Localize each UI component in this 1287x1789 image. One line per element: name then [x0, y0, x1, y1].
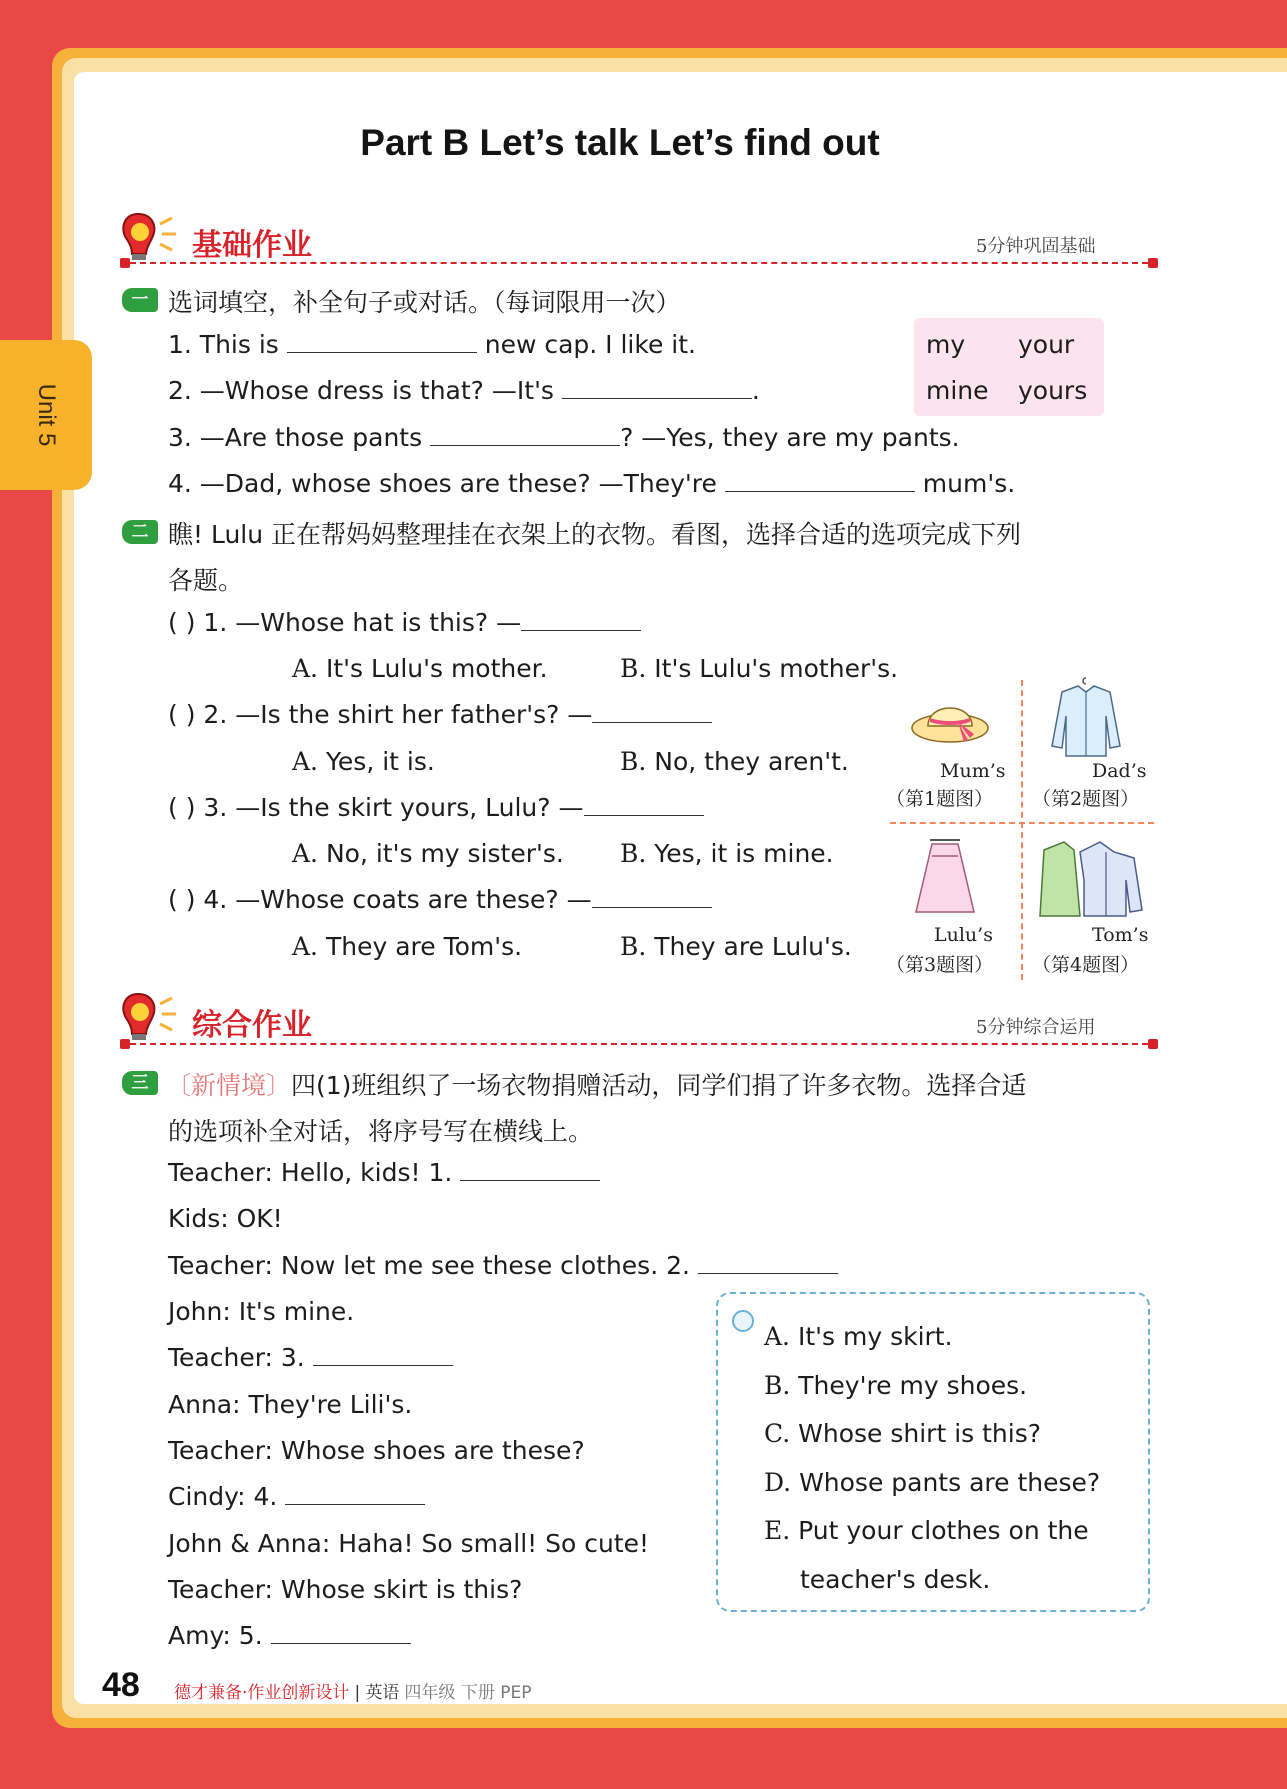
dialogue-line: Teacher: Whose skirt is this?: [168, 1575, 523, 1604]
dialogue-text: Teacher: Hello, kids! 1.: [168, 1158, 453, 1187]
answer-blank: [592, 700, 712, 723]
dialogue-text: Cindy: 4.: [168, 1482, 278, 1511]
dialogue-line: Teacher: Whose shoes are these?: [168, 1436, 585, 1465]
answer-blank[interactable]: [460, 1158, 600, 1181]
option-text: No, they aren't.: [654, 747, 849, 776]
question-text: ? —Yes, they are my pants.: [620, 423, 960, 452]
option-letter: B.: [620, 839, 647, 868]
picture-caption: （第1题图）: [886, 788, 994, 810]
fill-question-4: [168, 469, 1015, 498]
instruction-text: 四(1)班组织了一场衣物捐赠活动，同学们捐了许多衣物。选择合适: [291, 1071, 1027, 1100]
picture-owner: Mum’s: [940, 760, 1006, 782]
question-text: 3. —Are those pants: [168, 423, 423, 452]
page-title: Part B Let’s talk Let’s find out: [360, 122, 880, 163]
option-text: It's Lulu's mother.: [325, 654, 548, 683]
option-text: Put your clothes on the: [798, 1516, 1089, 1545]
section-note-comprehensive: 5分钟综合运用: [976, 1017, 1096, 1038]
option-item: [764, 1371, 1027, 1400]
dialogue-line: Anna: They're Lili's.: [168, 1390, 413, 1419]
option-letter: A.: [292, 932, 319, 961]
picture-owner: Tom’s: [1092, 924, 1149, 946]
option-text: Whose shirt is this?: [798, 1419, 1041, 1448]
word-bank-item: my: [926, 330, 966, 359]
option-letter: B.: [620, 654, 647, 683]
answer-blank[interactable]: [313, 1343, 453, 1366]
exercise-instruction: 的选项补全对话，将序号写在横线上。: [168, 1117, 594, 1146]
answer-blank[interactable]: [430, 423, 620, 446]
dialogue-line: John & Anna: Haha! So small! So cute!: [168, 1529, 650, 1558]
option-a[interactable]: [292, 747, 435, 776]
choice-question-1: [168, 608, 641, 637]
new-context-tag: 〔新情境〕: [166, 1071, 292, 1100]
option-b[interactable]: [620, 932, 852, 961]
word-bank-item: yours: [1018, 376, 1088, 405]
section-divider-basic: [120, 262, 1158, 264]
dialogue-line: Kids: OK!: [168, 1204, 283, 1233]
option-letter: A.: [292, 747, 319, 776]
question-text: 2. —Whose dress is that? —It's: [168, 376, 554, 405]
picture-grid-divider: [1021, 680, 1023, 980]
answer-blank[interactable]: [271, 1621, 411, 1644]
answer-blank[interactable]: [725, 469, 915, 492]
option-letter: C.: [764, 1419, 791, 1448]
option-text: They're my shoes.: [798, 1371, 1028, 1400]
fill-question-3: [168, 423, 960, 452]
answer-paren[interactable]: ( ): [168, 885, 196, 914]
skirt-icon: [908, 834, 982, 918]
dialogue-line: [168, 1343, 453, 1372]
dialogue-line: [168, 1251, 838, 1280]
option-item-continued: teacher's desk.: [800, 1565, 991, 1594]
question-text: 3. —Is the skirt yours, Lulu? —: [203, 793, 584, 822]
option-letter: A.: [292, 839, 319, 868]
picture-caption: （第3题图）: [886, 954, 994, 976]
exercise-instruction: 各题。: [168, 566, 244, 595]
answer-blank[interactable]: [287, 330, 477, 353]
fill-question-1: [168, 330, 696, 359]
option-text: It's Lulu's mother's.: [654, 654, 899, 683]
subject-name: 英语: [365, 1683, 400, 1703]
question-text: 1. —Whose hat is this? —: [203, 608, 522, 637]
answer-blank: [592, 885, 712, 908]
option-text: They are Lulu's.: [654, 932, 852, 961]
option-a[interactable]: [292, 932, 522, 961]
option-b[interactable]: [620, 747, 849, 776]
dialogue-text: Teacher: Now let me see these clothes. 2.: [168, 1251, 690, 1280]
option-b[interactable]: [620, 839, 834, 868]
option-letter: A.: [764, 1322, 791, 1351]
circle-icon: [732, 1310, 754, 1332]
option-text: Whose pants are these?: [799, 1468, 1101, 1497]
answer-paren[interactable]: ( ): [168, 608, 196, 637]
option-b[interactable]: [620, 654, 898, 683]
dialogue-line: John: It's mine.: [168, 1297, 355, 1326]
picture-grid-divider: [890, 822, 1154, 824]
choice-question-3: [168, 793, 704, 822]
question-text: 4. —Whose coats are these? —: [203, 885, 592, 914]
option-letter: A.: [292, 654, 319, 683]
exercise-instruction: 选词填空，补全句子或对话。（每词限用一次）: [168, 288, 681, 317]
dialogue-line: [168, 1621, 411, 1650]
option-letter: D.: [764, 1468, 792, 1497]
question-text: 2. —Is the shirt her father's? —: [203, 700, 593, 729]
question-text: .: [751, 376, 760, 405]
unit-tab: [0, 340, 92, 490]
option-text: They are Tom's.: [325, 932, 523, 961]
option-text: It's my skirt.: [797, 1322, 953, 1351]
option-text: Yes, it is.: [325, 747, 435, 776]
exercise-instruction: 瞧! Lulu 正在帮妈妈整理挂在衣架上的衣物。看图，选择合适的选项完成下列: [168, 520, 1022, 549]
picture-caption: （第2题图）: [1032, 788, 1140, 810]
question-text: new cap. I like it.: [484, 330, 696, 359]
exercise-number-badge: 一: [122, 288, 158, 312]
picture-caption: （第4题图）: [1032, 954, 1140, 976]
answer-blank: [521, 608, 641, 631]
footer-info: [174, 1678, 531, 1703]
option-letter: B.: [764, 1371, 791, 1400]
choice-question-4: [168, 885, 712, 914]
choice-question-2: [168, 700, 712, 729]
lightbulb-icon: [118, 210, 178, 262]
exercise-instruction: [166, 1066, 1026, 1102]
answer-blank[interactable]: [698, 1251, 838, 1274]
option-item: [764, 1468, 1100, 1497]
answer-paren[interactable]: ( ): [168, 793, 196, 822]
dialogue-line: [168, 1158, 600, 1187]
series-name: 德才兼备·作业创新设计: [174, 1683, 350, 1703]
answer-blank[interactable]: [285, 1482, 425, 1505]
option-a[interactable]: [292, 839, 564, 868]
shirt-icon: [1048, 676, 1124, 760]
word-bank-item: mine: [926, 376, 989, 405]
answer-blank[interactable]: [562, 376, 752, 399]
picture-owner: Lulu’s: [934, 924, 993, 946]
exercise-number-badge: 三: [122, 1071, 158, 1095]
section-divider-comprehensive: [120, 1043, 1158, 1045]
lightbulb-icon: [118, 990, 178, 1042]
unit-tab-label: Unit 5: [33, 383, 60, 447]
answer-blank: [584, 793, 704, 816]
option-letter: B.: [620, 932, 647, 961]
answer-paren[interactable]: ( ): [168, 700, 196, 729]
footer-separator: |: [354, 1683, 361, 1703]
option-item: [764, 1322, 953, 1351]
section-title-comprehensive: 综合作业: [192, 1008, 312, 1043]
dialogue-text: Teacher: 3.: [168, 1343, 305, 1372]
question-text: 1. This is: [168, 330, 279, 359]
option-item: [764, 1516, 1089, 1545]
exercise-number-badge: 二: [122, 520, 158, 544]
option-text: No, it's my sister's.: [325, 839, 564, 868]
option-item: [764, 1419, 1041, 1448]
dialogue-text: Amy: 5.: [168, 1621, 263, 1650]
question-text: mum's.: [922, 469, 1016, 498]
dialogue-line: [168, 1482, 425, 1511]
option-letter: B.: [620, 747, 647, 776]
picture-owner: Dad’s: [1092, 760, 1147, 782]
grade-info: 四年级 下册 PEP: [404, 1683, 532, 1703]
section-note-basic: 5分钟巩固基础: [976, 236, 1096, 257]
fill-question-2: [168, 376, 760, 405]
option-letter: E.: [764, 1516, 791, 1545]
coats-icon: [1034, 830, 1146, 920]
option-a[interactable]: [292, 654, 548, 683]
option-text: Yes, it is mine.: [654, 839, 834, 868]
section-title-basic: 基础作业: [192, 228, 312, 263]
word-bank: [914, 318, 1104, 416]
word-bank-item: your: [1018, 330, 1075, 359]
hat-icon: [908, 688, 992, 752]
question-text: 4. —Dad, whose shoes are these? —They're: [168, 469, 717, 498]
page-number: 48: [102, 1666, 140, 1704]
